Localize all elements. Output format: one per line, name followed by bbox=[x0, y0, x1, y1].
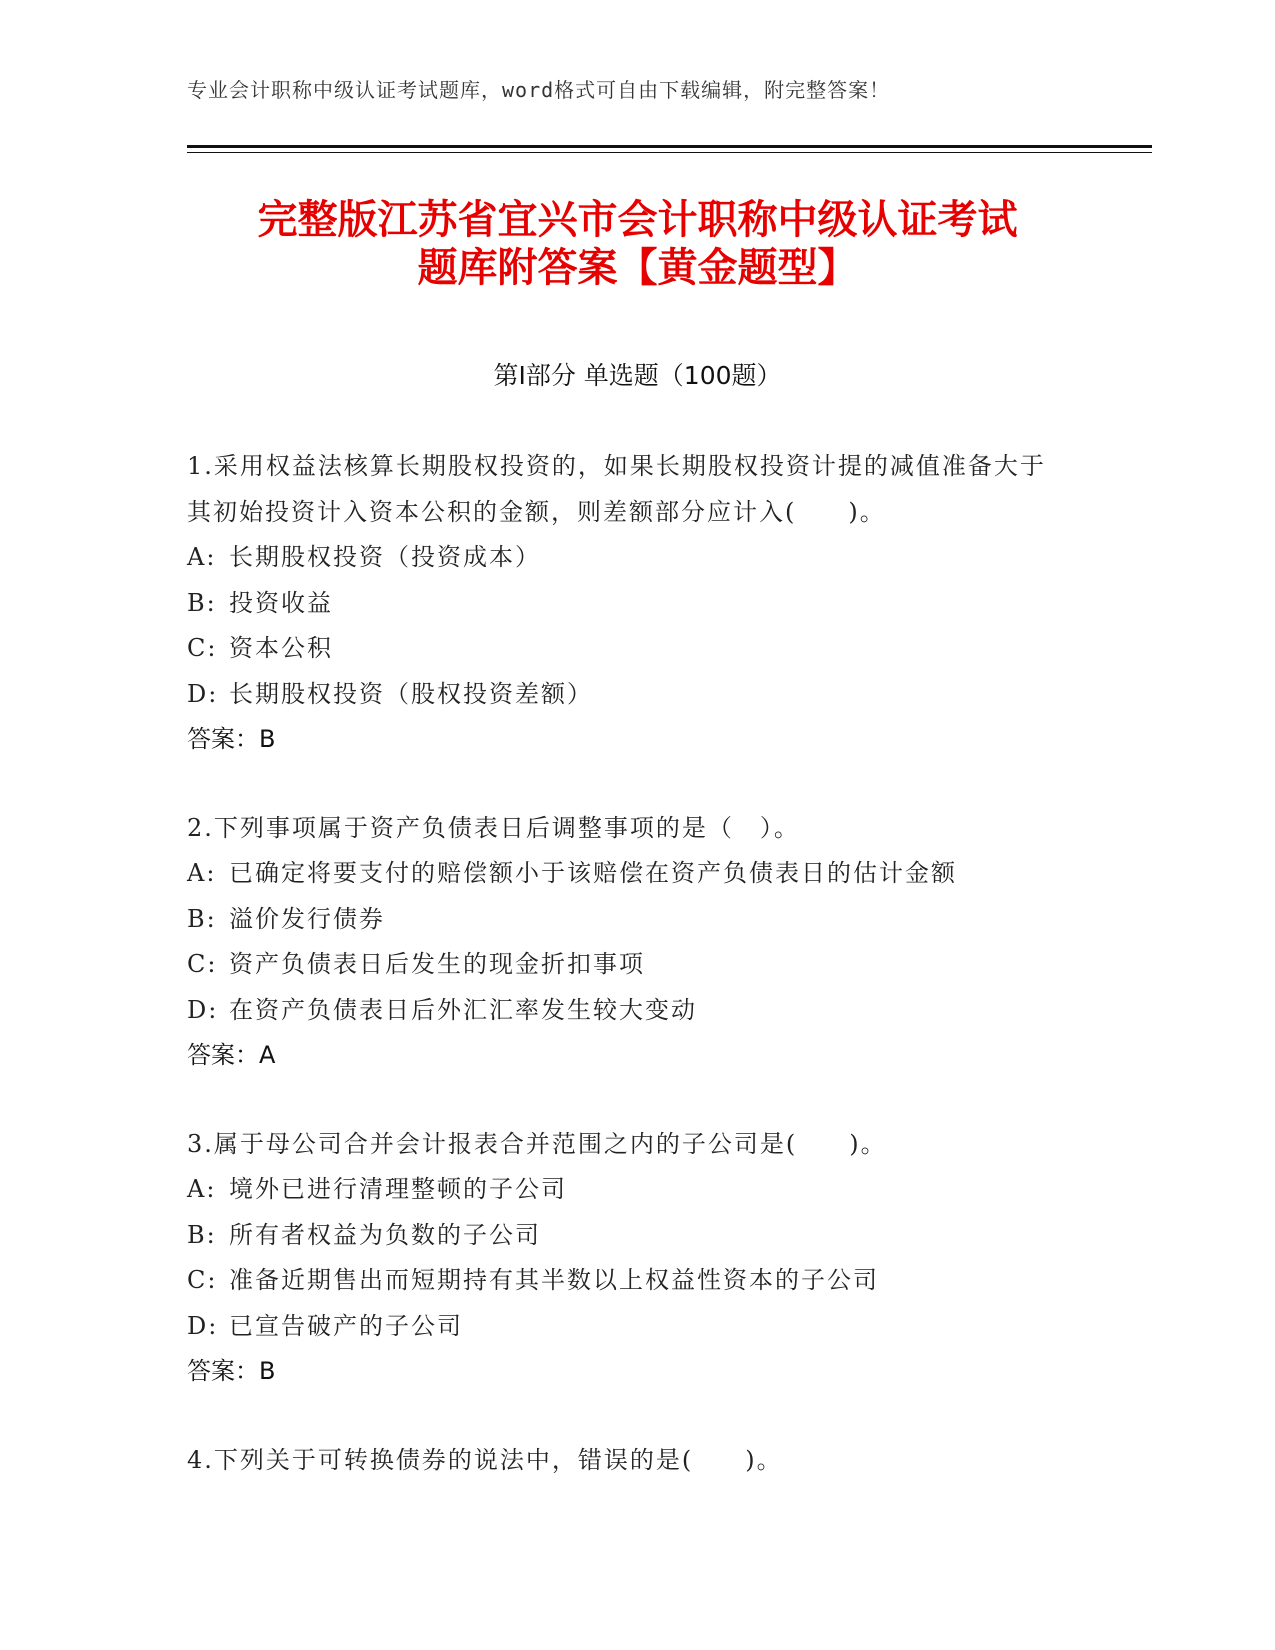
option-text: 长期股权投资（股权投资差额） bbox=[229, 679, 593, 708]
option-letter: A: bbox=[187, 859, 217, 887]
document-title-line-1: 完整版江苏省宜兴市会计职称中级认证考试 bbox=[257, 197, 1018, 243]
question-stem: 4.下列关于可转换债券的说法中，错误的是( )。 bbox=[187, 1445, 783, 1474]
option-text: 长期股权投资（投资成本） bbox=[229, 543, 541, 571]
option-a bbox=[187, 535, 1067, 581]
option-letter: D: bbox=[187, 679, 219, 708]
document-title-line-2: 题库附答案【黄金题型】 bbox=[417, 245, 858, 291]
option-text: 境外已进行清理整顿的子公司 bbox=[229, 1175, 567, 1203]
question-stem: 3.属于母公司合并会计报表合并范围之内的子公司是( )。 bbox=[187, 1129, 887, 1158]
option-letter: A: bbox=[187, 543, 217, 571]
option-letter: B: bbox=[187, 1220, 217, 1249]
option-text: 资本公积 bbox=[229, 634, 333, 662]
option-text: 已确定将要支付的赔偿额小于该赔偿在资产负债表日的估计金额 bbox=[229, 859, 957, 887]
option-letter: C: bbox=[187, 950, 218, 978]
option-letter: B: bbox=[187, 588, 217, 617]
option-text: 已宣告破产的子公司 bbox=[229, 1311, 463, 1340]
question-stem: 2.下列事项属于资产负债表日后调整事项的是（ ）。 bbox=[187, 813, 800, 842]
option-d bbox=[187, 672, 1067, 718]
option-letter: D: bbox=[187, 995, 219, 1024]
option-c bbox=[187, 626, 1067, 672]
section-heading: 第Ⅰ部分 单选题（100题） bbox=[493, 361, 782, 390]
question-3 bbox=[187, 1122, 1067, 1395]
question-1 bbox=[187, 444, 1067, 763]
header-rule-thin bbox=[187, 152, 1152, 153]
option-c bbox=[187, 942, 1067, 988]
option-text: 准备近期售出而短期持有其半数以上权益性资本的子公司 bbox=[229, 1266, 879, 1294]
option-text: 资产负债表日后发生的现金折扣事项 bbox=[229, 950, 645, 978]
option-b bbox=[187, 897, 1067, 943]
question-stem: 1.采用权益法核算长期股权投资的，如果长期股权投资计提的减值准备大于其初始投资计入资本公积的金额，则差额部分应计入( )。 bbox=[187, 452, 1046, 526]
option-text: 所有者权益为负数的子公司 bbox=[229, 1220, 541, 1249]
option-b bbox=[187, 1213, 1067, 1259]
option-letter: B: bbox=[187, 904, 217, 933]
option-a bbox=[187, 851, 1067, 897]
answer-line: 答案：B bbox=[187, 1357, 276, 1385]
option-d bbox=[187, 1304, 1067, 1350]
option-a bbox=[187, 1167, 1067, 1213]
option-letter: C: bbox=[187, 634, 218, 662]
document-title bbox=[150, 196, 1125, 292]
answer-line: 答案：A bbox=[187, 1041, 276, 1069]
option-d bbox=[187, 988, 1067, 1034]
header-note: 专业会计职称中级认证考试题库，word格式可自由下载编辑，附完整答案！ bbox=[187, 78, 891, 102]
option-letter: A: bbox=[187, 1175, 217, 1203]
option-b bbox=[187, 581, 1067, 627]
option-letter: D: bbox=[187, 1311, 219, 1340]
option-c bbox=[187, 1258, 1067, 1304]
question-2 bbox=[187, 806, 1067, 1079]
option-letter: C: bbox=[187, 1266, 218, 1294]
option-text: 在资产负债表日后外汇汇率发生较大变动 bbox=[229, 995, 697, 1024]
option-text: 溢价发行债券 bbox=[229, 904, 385, 933]
question-4 bbox=[187, 1438, 1067, 1484]
header-rule-thick bbox=[187, 145, 1152, 148]
option-text: 投资收益 bbox=[229, 588, 333, 617]
answer-line: 答案：B bbox=[187, 725, 276, 753]
question-list bbox=[187, 444, 1067, 1526]
